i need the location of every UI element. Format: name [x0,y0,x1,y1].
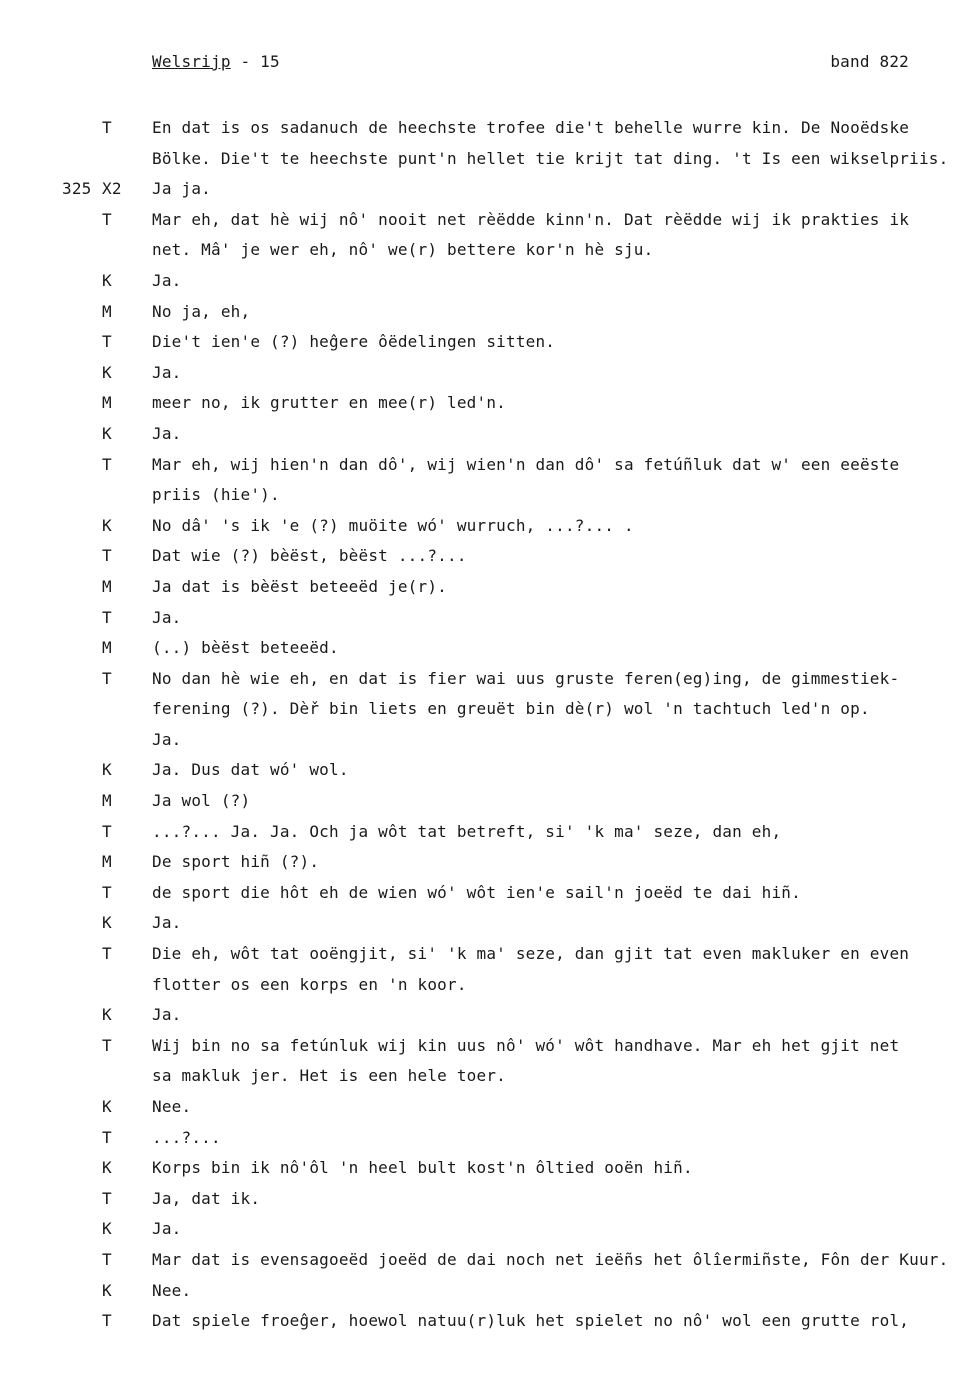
band-label: band 822 [830,52,909,71]
speaker-code: K [102,515,112,535]
utterance-text: No ja, eh, [152,301,251,321]
speaker-code: T [102,209,112,229]
speaker-code: K [102,1097,112,1116]
utterance-text: flotter os een korps en 'n koor. [152,974,467,994]
page-header [152,52,909,76]
speaker-code: T [102,1035,112,1055]
transcript-line [0,817,979,848]
transcript-line [0,1214,979,1245]
utterance-text: Ja. [152,1005,182,1025]
utterance-text: Dat spiele froeĝer, hoewol natuu(r)luk het spielet no nô' wol een grutte rol, [152,1311,910,1331]
transcript-line [0,327,979,358]
transcript-line [0,694,979,725]
transcript-line [0,939,979,970]
speaker-code: T [102,607,112,627]
transcript-line [0,541,979,572]
speaker-code: M [102,791,112,811]
utterance-text: sa makluk jer. Het is een hele toer. [152,1066,506,1086]
utterance-text: De sport hiñ (?). [152,852,320,872]
speaker-code: K [102,913,112,933]
utterance-text: Die eh, wôt tat ooëngjit, si' 'k ma' seze, dan gjit tat even makluker en even [152,944,910,964]
utterance-text: Ja. [152,1219,182,1239]
transcript-line [0,664,979,695]
transcript-line [0,1153,979,1184]
speaker-code: M [102,393,112,413]
utterance-text: meer no, ik grutter en mee(r) led'n. [152,393,506,413]
speaker-code: T [102,944,112,964]
transcript-line [0,450,979,481]
speaker-code: T [102,332,112,352]
transcript-line [0,755,979,786]
utterance-text: Ja. [152,913,182,933]
utterance-text: Dat wie (?) bèëst, bèëst ...?... [152,546,467,566]
speaker-code: M [102,638,112,658]
utterance-text: Bölke. Die't te heechste punt'n hellet tie krijt tat ding. 't Is een wikselpriis. [152,148,949,168]
utterance-text: Ja. [152,607,182,627]
speaker-code: T [102,821,112,841]
speaker-code: K [102,270,112,290]
utterance-text: de sport die hôt eh de wien wó' wôt ien'e sail'n joeëd te dai hiñ. [152,882,801,902]
speaker-code: T [102,668,112,688]
transcript-line [0,1245,979,1276]
transcript-line [0,419,979,450]
speaker-code: K [102,362,112,382]
utterance-text: No dan hè wie eh, en dat is fier wai uus gruste feren(eg)ing, de gimmestiek- [152,668,900,688]
page-title-name: Welsrijp [152,52,231,71]
transcript-line [0,144,979,175]
transcript-line [0,1276,979,1307]
transcript-line [0,603,979,634]
transcript-line [0,1306,979,1337]
transcript-line [0,205,979,236]
speaker-code: K [102,1005,112,1025]
speaker-code: T [102,118,112,137]
transcript-line [0,113,979,144]
utterance-text: Mar eh, dat hè wij nô' nooit net rèëdde kinn'n. Dat rèëdde wij ik prakties ik [152,209,910,229]
utterance-text: Ja ja. [152,179,211,199]
speaker-code: T [102,546,112,566]
utterance-text: Ja wol (?) [152,791,251,811]
utterance-text: Ja. [152,729,182,749]
transcript-line [0,786,979,817]
utterance-text: priis (hie'). [152,485,280,505]
transcript-line [0,235,979,266]
utterance-text: Ja. [152,362,182,382]
transcript-line [0,1184,979,1215]
utterance-text: Ja. Dus dat wó' wol. [152,760,349,780]
line-number: 325 [62,179,92,199]
transcript-lines [0,113,979,1337]
utterance-text: ...?... [152,1127,221,1147]
transcript-line [0,174,979,205]
transcript-line [0,480,979,511]
transcript-line [0,266,979,297]
speaker-code: K [102,1158,112,1178]
page-number: - 15 [240,52,280,71]
utterance-text: Wij bin no sa fetúnluk wij kin uus nô' wó' wôt handhave. Mar eh het gjit net [152,1035,900,1055]
transcript-line [0,1061,979,1092]
transcript-line [0,388,979,419]
speaker-code: K [102,1219,112,1239]
transcript-line [0,725,979,756]
utterance-text: Mar dat is evensagoeëd joeëd de dai noch net ieëñs het ôlîermiñste, Fôn der Kuur. [152,1249,949,1269]
utterance-text: Die't ien'e (?) heĝere ôëdelingen sitten. [152,332,556,352]
speaker-code: K [102,760,112,780]
speaker-code: T [102,1311,112,1331]
speaker-code: T [102,1188,112,1208]
transcript-line [0,1123,979,1154]
transcript-line [0,908,979,939]
speaker-code: K [102,1280,112,1300]
speaker-code: T [102,882,112,902]
transcript-line [0,878,979,909]
transcript-line [0,970,979,1001]
utterance-text: Nee. [152,1280,192,1300]
transcript-line [0,572,979,603]
speaker-code: K [102,423,112,443]
utterance-text: (..) bèëst beteeëd. [152,638,339,658]
transcript-line [0,511,979,542]
transcript-line [0,1000,979,1031]
utterance-text: net. Mâ' je wer eh, nô' we(r) bettere kor'n hè sju. [152,240,654,260]
transcript-line [0,633,979,664]
transcript-line [0,1092,979,1123]
speaker-code: X2 [102,179,122,199]
speaker-code: T [102,1127,112,1147]
speaker-code: T [102,454,112,474]
utterance-text: Mar eh, wij hien'n dan dô', wij wien'n dan dô' sa fetúñluk dat w' een eeëste [152,454,900,474]
speaker-code: M [102,852,112,872]
utterance-text: No dâ' 's ik 'e (?) muöite wó' wurruch, ...?... . [152,515,634,535]
utterance-text: Ja, dat ik. [152,1188,261,1208]
utterance-text: Ja. [152,270,182,290]
utterance-text: ...?... Ja. Ja. Och ja wôt tat betreft, si' 'k ma' seze, dan eh, [152,821,782,841]
transcript-line [0,1031,979,1062]
transcript-line [0,358,979,389]
utterance-text: ferening (?). Dèř bin liets en greuët bin dè(r) wol 'n tachtuch led'n op. [152,699,870,719]
speaker-code: M [102,576,112,596]
utterance-text: Ja dat is bèëst beteeëd je(r). [152,576,447,596]
utterance-text: En dat is os sadanuch de heechste trofee die't behelle wurre kin. De Nooëdske [152,118,910,137]
utterance-text: Korps bin ik nô'ôl 'n heel bult kost'n ôltied ooën hiñ. [152,1158,693,1178]
transcript-line [0,297,979,328]
page-title [152,52,280,71]
utterance-text: Nee. [152,1097,192,1116]
utterance-text: Ja. [152,423,182,443]
transcript-line [0,847,979,878]
speaker-code: T [102,1249,112,1269]
speaker-code: M [102,301,112,321]
